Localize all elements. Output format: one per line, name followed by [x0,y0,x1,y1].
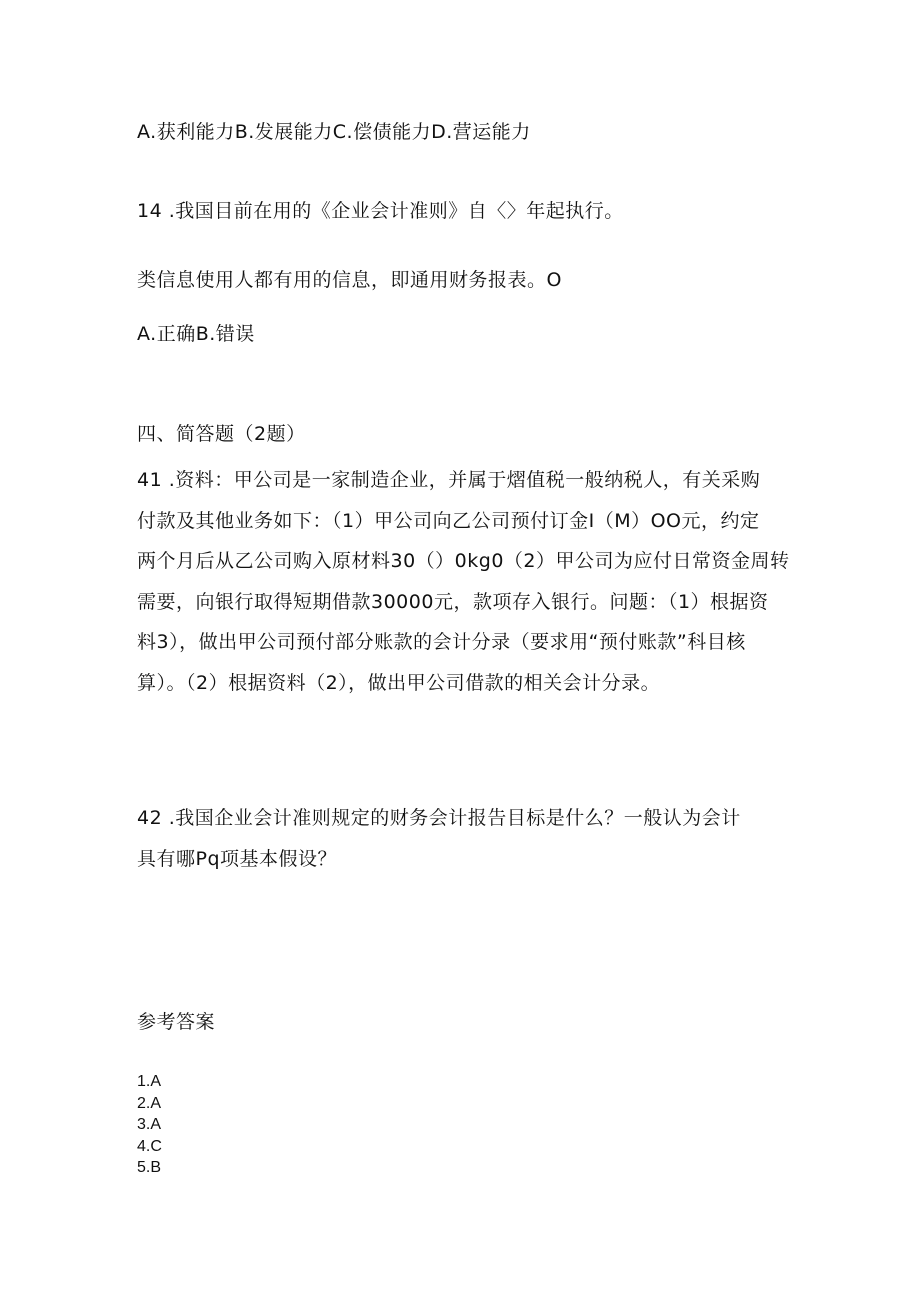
question-13-options: A.获利能力B.发展能力C.偿债能力D.营运能力 [137,121,531,143]
section-four-title: 四、简答题（2题） [137,423,306,445]
answer-item: 4.C [137,1137,162,1155]
question-41-line: 41 .资料：甲公司是一家制造企业，并属于熠值税一般纳税人，有关采购 [137,469,761,491]
judgement-question-text: 类信息使用人都有用的信息，即通用财务报表。O [137,269,562,291]
answers-title: 参考答案 [137,1011,216,1033]
answers-list [137,1071,162,1179]
question-41-line: 料3），做出甲公司预付部分账款的会计分录（要求用“预付账款”科目核 [137,631,746,653]
judgement-options: A.正确B.错误 [137,323,255,345]
question-41-line: 算）。（2）根据资料（2），做出甲公司借款的相关会计分录。 [137,671,661,694]
question-14: 14 .我国目前在用的《企业会计准则》自〈〉年起执行。 [137,200,624,222]
question-42-line: 42 .我国企业会计准则规定的财务会计报告目标是什么？一般认为会计 [137,807,741,829]
answer-item: 3.A [137,1116,162,1133]
question-41 [137,460,790,703]
answer-item: 2.A [137,1094,162,1112]
answer-item: 5.B [137,1159,162,1176]
answer-item: 1.A [137,1073,162,1090]
question-41-line: 付款及其他业务如下：（1）甲公司向乙公司预付订金I（M）OO元，约定 [137,509,760,532]
question-42 [137,798,787,879]
question-42-line: 具有哪Pq项基本假设？ [137,847,338,870]
question-41-line: 需要，向银行取得短期借款30000元，款项存入银行。问题：（1）根据资 [137,590,769,613]
question-41-line: 两个月后从乙公司购入原材料30（）0kg0（2）甲公司为应付日常资金周转 [137,550,790,572]
